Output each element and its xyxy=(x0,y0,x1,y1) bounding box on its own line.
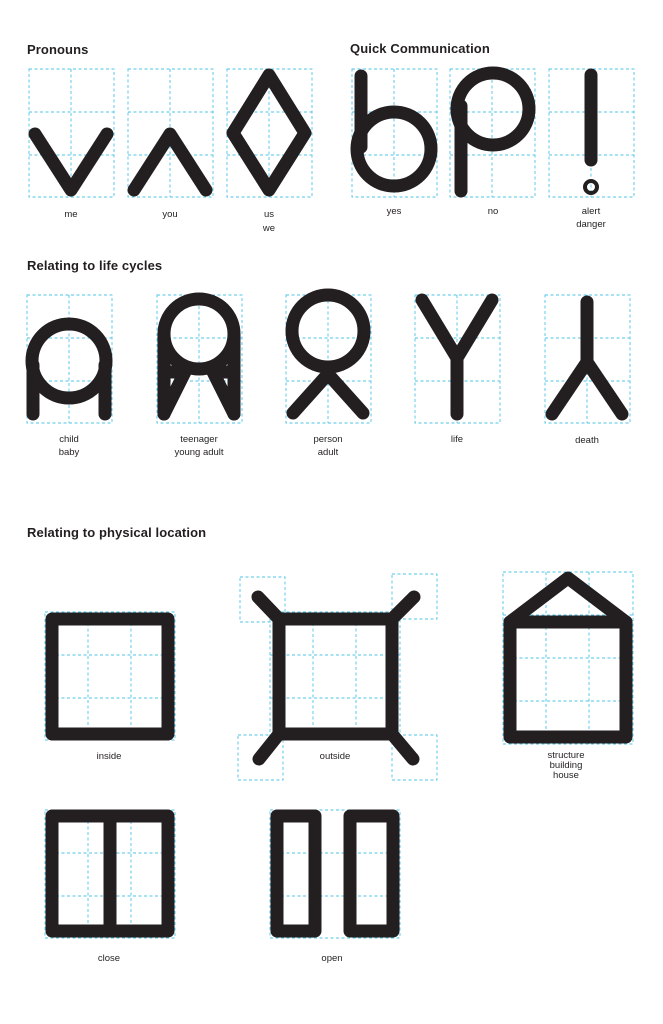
caption-no: no xyxy=(487,206,499,217)
caption-open: open xyxy=(321,953,343,964)
caption-inside: inside xyxy=(96,751,122,762)
quick-communication-heading: Quick Communication xyxy=(350,41,490,56)
no-symbol xyxy=(457,73,529,191)
glyph-marks xyxy=(32,73,626,931)
structure-symbol xyxy=(510,578,626,737)
inside-symbol xyxy=(52,619,168,734)
open-symbol xyxy=(277,816,393,931)
alert-symbol xyxy=(589,75,593,189)
close-symbol xyxy=(52,816,168,931)
caption-outside: outside xyxy=(319,751,351,762)
construction-grids xyxy=(27,69,634,938)
caption-death: death xyxy=(575,435,599,446)
death-symbol xyxy=(552,302,622,414)
caption-alert: alert danger xyxy=(576,206,606,230)
caption-you: you xyxy=(162,209,178,220)
life-cycles-heading: Relating to life cycles xyxy=(27,258,163,273)
caption-me: me xyxy=(64,209,78,220)
caption-structure: structure building house xyxy=(547,750,585,781)
caption-child: child baby xyxy=(58,434,80,458)
caption-person: person adult xyxy=(313,434,343,458)
caption-teenager: teenager young adult xyxy=(174,434,224,458)
outside-symbol xyxy=(258,597,414,759)
physical-location-heading: Relating to physical location xyxy=(27,525,207,540)
caption-close: close xyxy=(97,953,121,964)
caption-yes: yes xyxy=(386,206,402,217)
pronouns-heading: Pronouns xyxy=(27,42,89,57)
caption-us: us we xyxy=(262,209,276,234)
caption-life: life xyxy=(450,434,464,445)
